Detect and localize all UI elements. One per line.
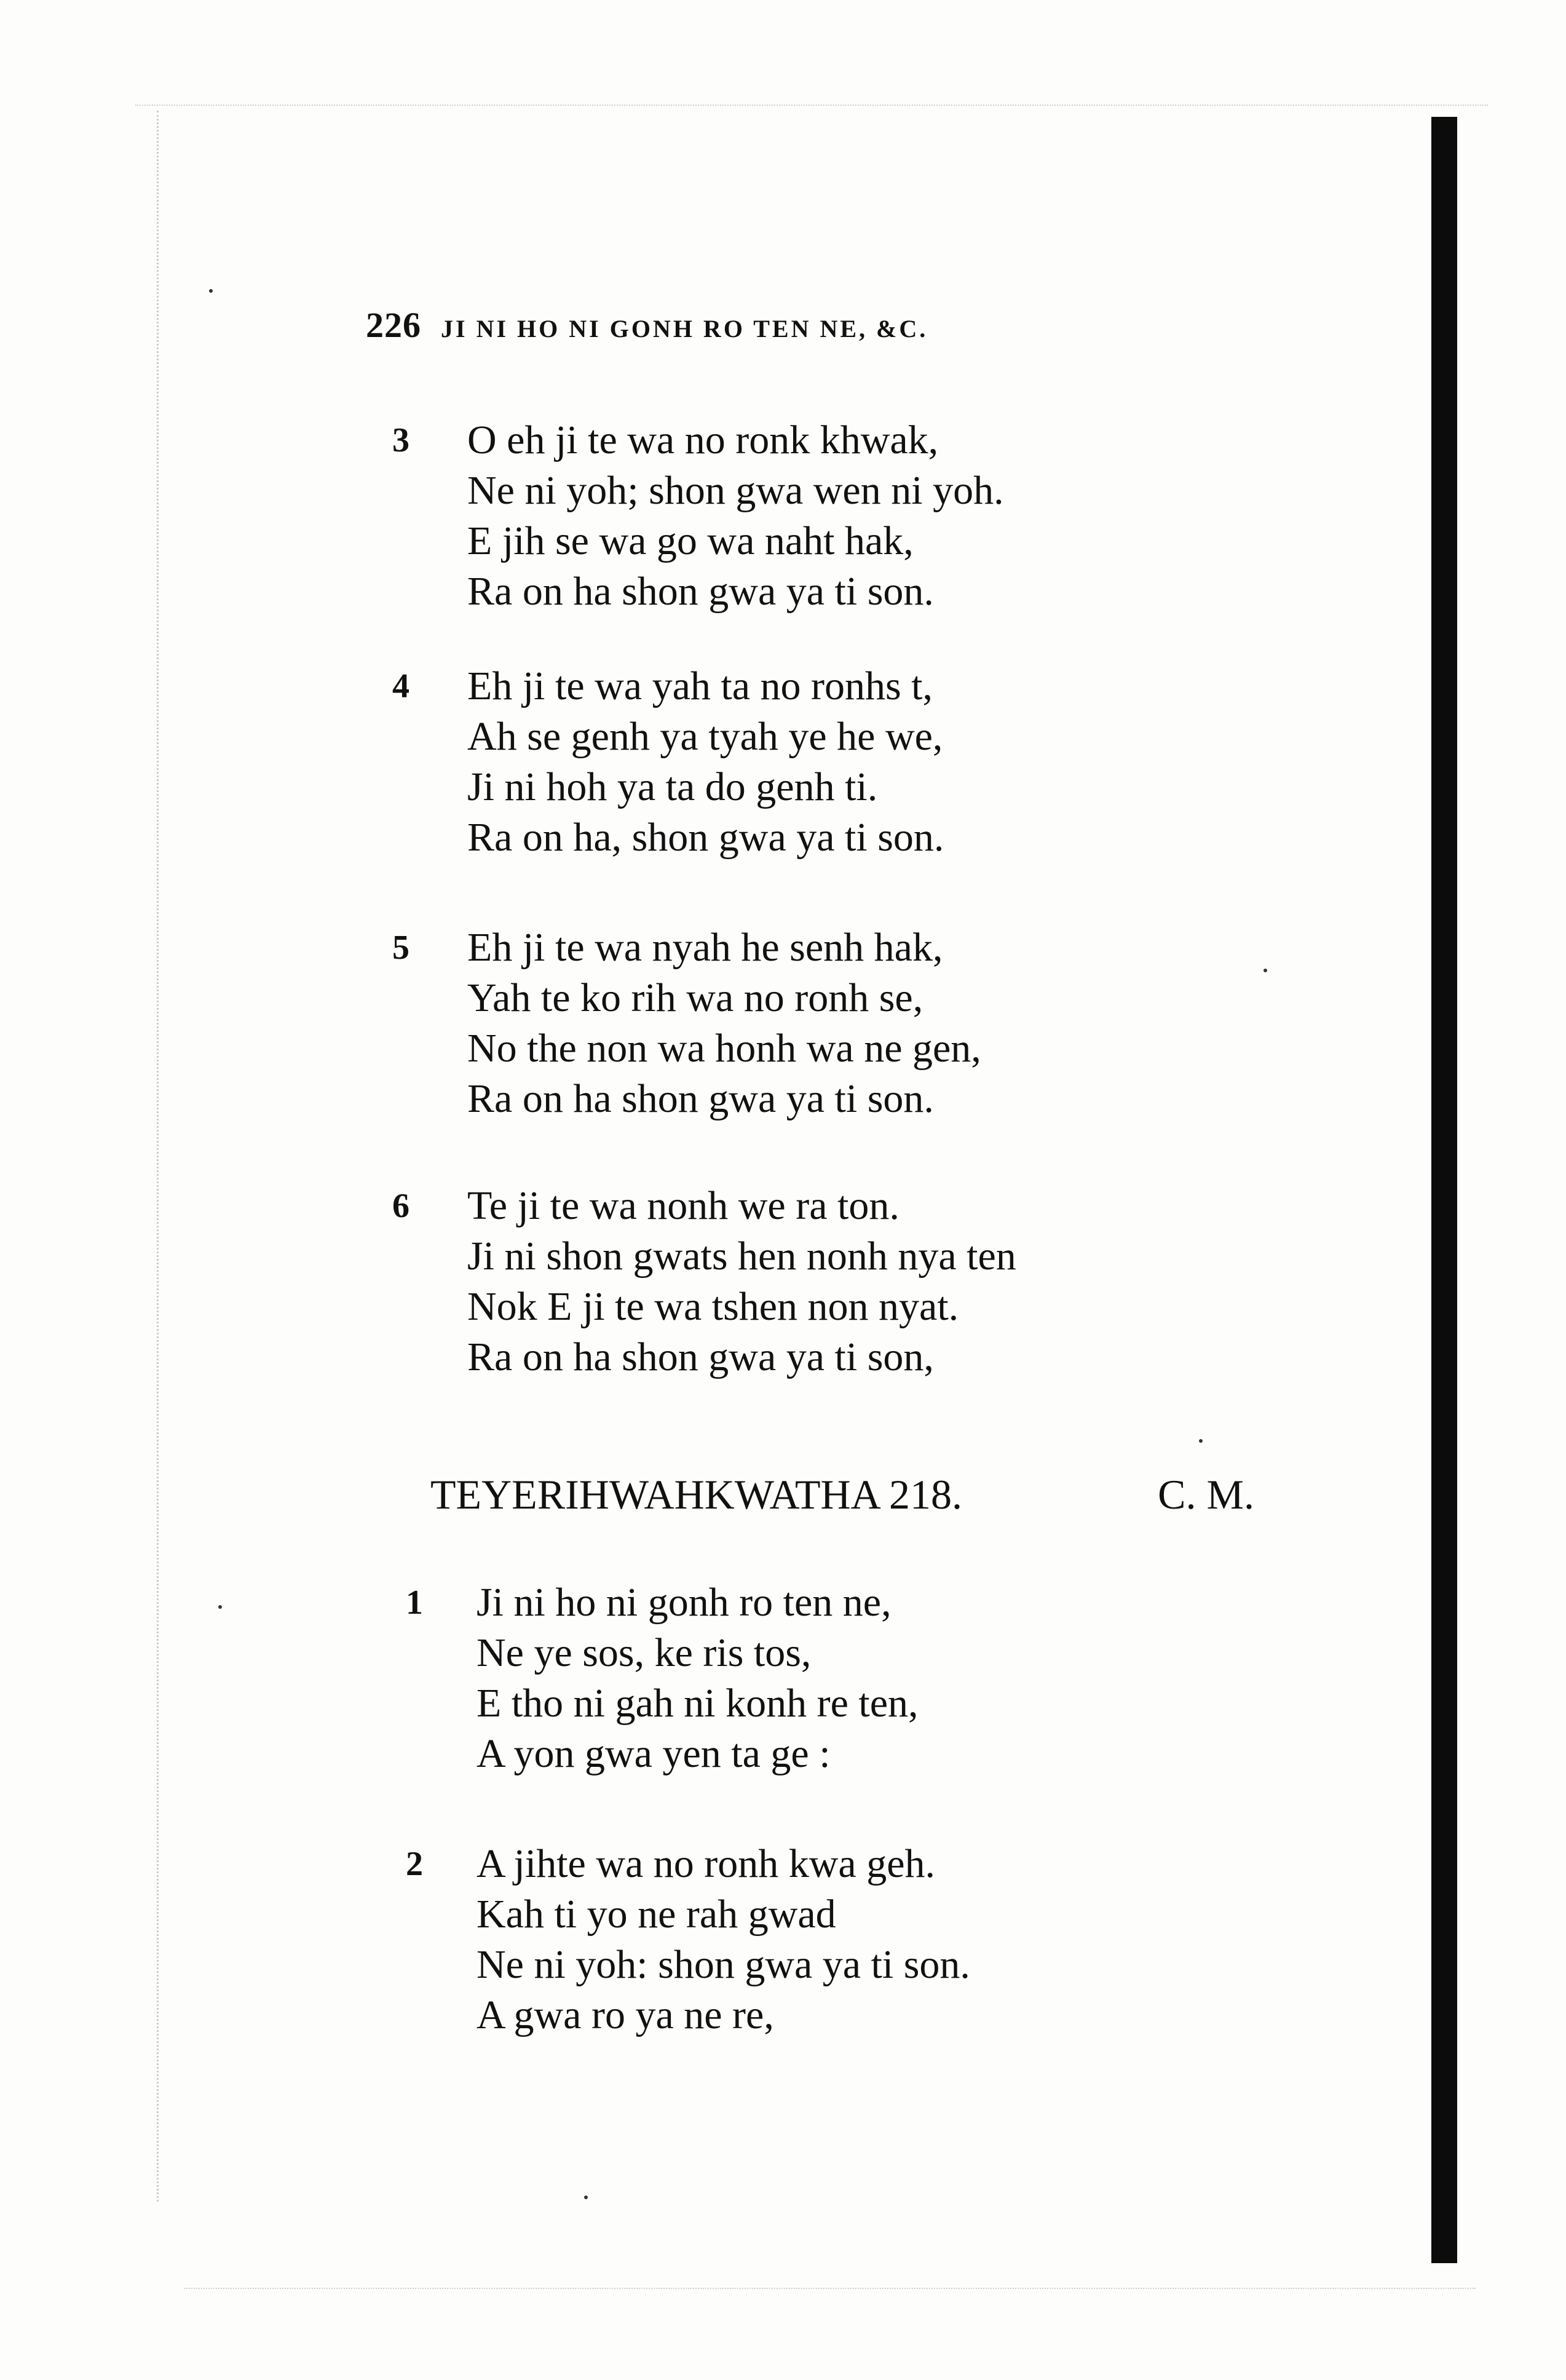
verse-line: Nok E ji te wa tshen non nyat. [467,1284,959,1329]
page-top-edge [135,105,1488,107]
stanza-number: 1 [406,1584,423,1622]
verse-line: Ji ni shon gwats hen nonh nya ten [467,1234,1016,1279]
stanza-lines [467,415,1004,617]
verse-line: No the non wa honh wa ne gen, [467,1026,981,1071]
verse-line: E jih se wa go wa naht hak, [467,518,914,563]
verse-line: A yon gwa yen ta ge : [477,1731,831,1776]
scan-speck [218,1605,222,1609]
verse-line: Te ji te wa nonh we ra ton. [467,1183,900,1228]
hymn-meter: C. M. [1158,1471,1254,1518]
verse-line: Ra on ha, shon gwa ya ti son. [467,815,944,860]
stanza-lines [477,1577,919,1779]
stanza-lines [467,1181,1016,1382]
verse-line: Ah se genh ya tyah ye he we, [467,714,943,759]
verse-line: Eh ji te wa yah ta no ronhs t, [467,664,933,708]
verse-line: Ra on ha shon gwa ya ti son. [467,1076,934,1121]
scan-binding-bar [1431,117,1457,2263]
verse-line: Ra on ha shon gwa ya ti son, [467,1335,934,1379]
verse-line: A gwa ro ya ne re, [477,1993,774,2037]
verse-line: Ra on ha shon gwa ya ti son. [467,569,934,614]
scan-speck [1263,969,1267,972]
stanza-number: 4 [392,667,409,705]
verse-line: Ji ni hoh ya ta do genh ti. [467,764,878,809]
stanza-number: 3 [392,421,409,459]
scan-speck [584,2196,588,2199]
running-title: JI NI HO NI GONH RO TEN NE, &C. [441,315,928,343]
verse-line: Ne ye sos, ke ris tos, [477,1630,812,1675]
page-bottom-edge [184,2288,1476,2290]
verse-line: A jihte wa no ronh kwa geh. [477,1841,936,1886]
page-number: 226 [366,305,421,345]
verse-line: Eh ji te wa nyah he senh hak, [467,925,943,970]
scan-speck [209,289,213,293]
scan-speck [1199,1439,1203,1443]
page-left-edge [157,111,160,2202]
verse-line: Ji ni ho ni gonh ro ten ne, [477,1580,892,1625]
verse-line: Yah te ko rih wa no ronh se, [467,975,923,1020]
verse-line: E tho ni gah ni konh re ten, [477,1681,919,1726]
stanza-lines [467,922,981,1124]
verse-line: Ne ni yoh: shon gwa ya ti son. [477,1942,970,1987]
verse-line: Kah ti yo ne rah gwad [477,1892,836,1937]
hymn-tune-number: TEYERIHWAHKWATHA 218. [430,1471,963,1518]
stanza-lines [477,1839,970,2041]
hymn-heading [430,1467,1254,1522]
verse-line: O eh ji te wa no ronk khwak, [467,418,939,462]
stanza-number: 2 [406,1845,423,1883]
verse-line: Ne ni yoh; shon gwa wen ni yoh. [467,468,1004,513]
stanza-lines [467,661,944,863]
stanza-number: 6 [392,1187,409,1225]
page-header [366,304,928,347]
stanza-number: 5 [392,929,409,967]
